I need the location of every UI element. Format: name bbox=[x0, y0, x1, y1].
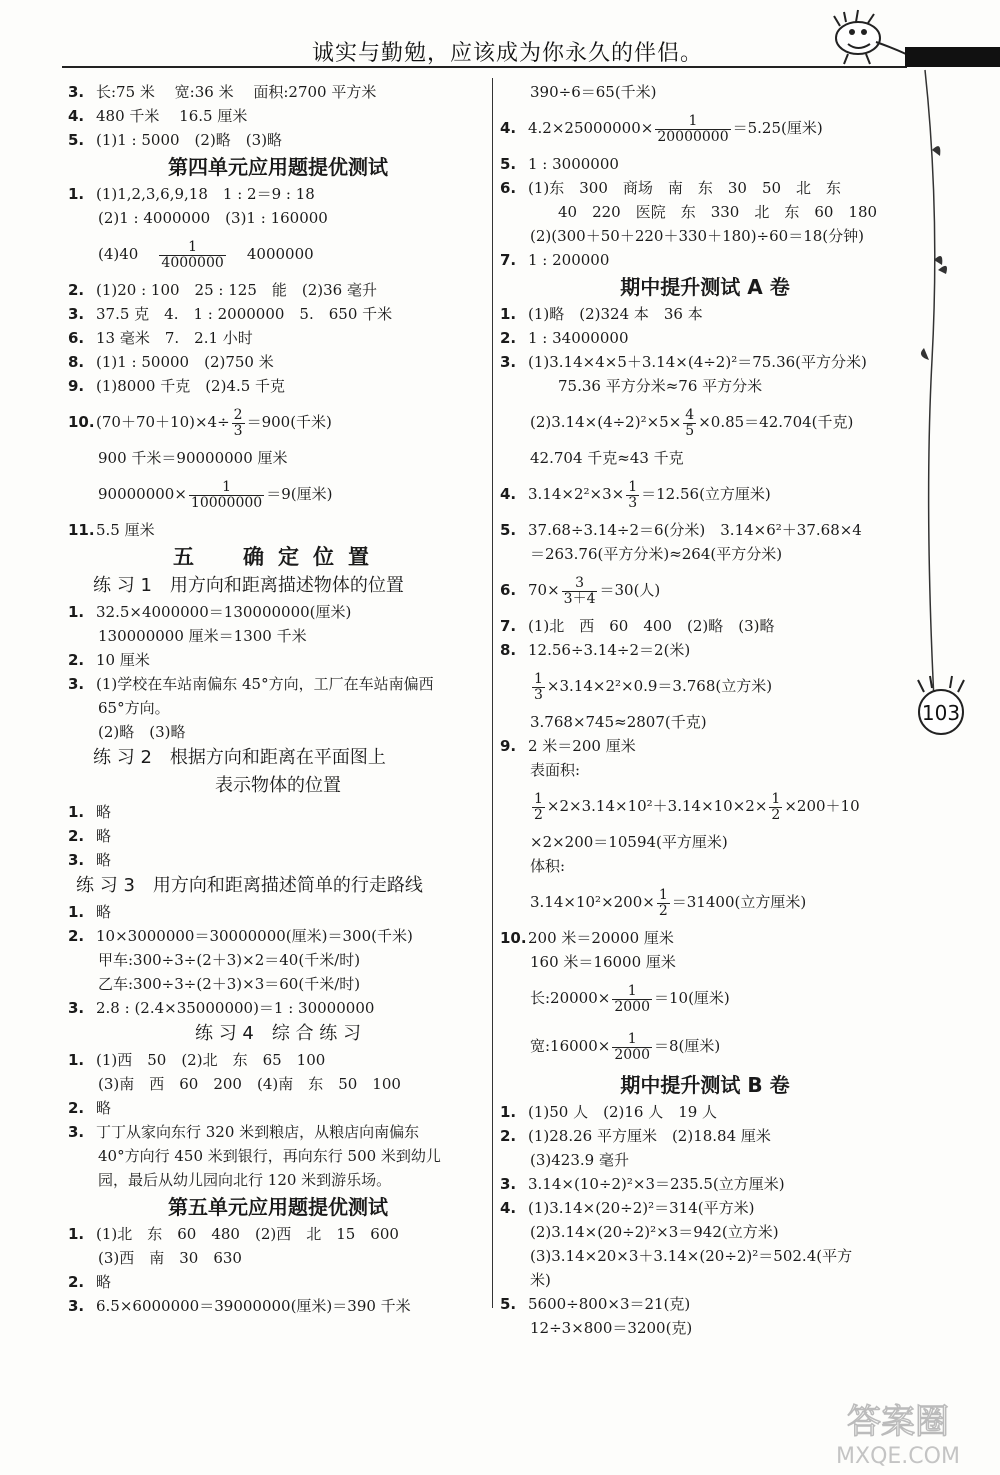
answer-line: 75.36 平方分米≈76 平方分米 bbox=[558, 377, 763, 395]
answer-line: 略 bbox=[96, 1099, 112, 1117]
right-column: 390÷6＝65(千米) 4. 4.2×25000000× $\frac{1}{20000000}$ ＝5.25(厘米) 5. 1 : 3000000 6. (1)东 300 商场 南 东 30 50 北 东 40 220 医院 东 330 北 东 60 180 (2)(300＋50＋220＋330＋180)÷60＝18(分钟) 7. 1 : 200000 期中提升测试 A 卷 1. (1)略 (2)324 本 36 本 2. 1 : 34000000 3. (1)3.14×4×5＋3.14×(4÷2)²＝75.36(平方分米) 75.36 平方分米≈76 平方分米 (2)3.14×(4÷2)²×5× $\frac{4}{5}$ ×0.85＝42.704(千克) 42.704 千克≈43 千克 4. 3.14×2²×3× $\frac{1}{3}$ ＝12.56(立方厘米) 5. 37.68÷3.14÷2＝6(分米) 3.14×6²＋37.68×4 ＝263.76(平方分米)≈264(平方分米) 6. 70× $\frac{3}{3+4}$ ＝30(人) 7. (1)北 西 60 400 (2)略 (3)略 8. 12.56÷3.14÷2＝2(米) $\frac{1}{3}$ ×3.14×2²×0.9＝3.768(立方米) 3.768×745≈2807(千克) 9. 2 米＝200 厘米 表面积: $\frac{1}{2}$ ×2×3.14×10²＋3.14×10×2× $\frac{1}{2}$ ×200＋10 ×2×200＝10594(平方厘米) 体积: 3.14×10²×200× $\frac{1}{2}$ ＝31400(立方厘米) 10.200 米＝20000 厘米 160 米＝16000 厘米 长:20000× $\frac{1}{2000}$ ＝10(厘米) 宽:16000× $\frac{1}{2000}$ ＝8(厘米) 期中提升测试 B 卷 1. (1)50 人 (2)16 人 19 人 2. (1)28.26 平方厘米 (2)18.84 厘米 (3)423.9 毫升 3. 3.14×(10÷2)²×3＝235.5(立方厘米) 4. (1)3.14×(20÷2)²＝314(平方米) (2)3.14×(20÷2)²×3＝942(立方米) (3)3.14×20×3＋3.14×(20÷2)²＝502.4(平方 米) 5. 5600÷800×3＝21(克) 12÷3×800＝3200(克) bbox=[500, 80, 910, 1340]
answer-line: (3)南 西 60 200 (4)南 东 50 100 bbox=[98, 1075, 401, 1093]
answer-line: 480 千米 16.5 厘米 bbox=[96, 107, 248, 125]
exercise-title-cont: 表示物体的位置 bbox=[215, 775, 341, 796]
answer-line: ＝31400(立方厘米) bbox=[671, 893, 807, 911]
answer-line: ＝12.56(立方厘米) bbox=[641, 485, 771, 503]
answer-line: (1)东 300 商场 南 东 30 50 北 东 bbox=[528, 179, 842, 197]
answer-line: 130000000 厘米＝1300 千米 bbox=[98, 627, 307, 645]
answer-line: 丁丁从家向东行 320 米到粮店，从粮店向南偏东 bbox=[96, 1123, 420, 1141]
answer-line: 32.5×4000000＝130000000(厘米) bbox=[96, 603, 352, 621]
answer-line: (2)1 : 4000000 (3)1 : 160000 bbox=[98, 209, 328, 227]
exercise-title: 练 习 3 用方向和距离描述简单的行走路线 bbox=[76, 875, 423, 896]
answer-line: 表面积: bbox=[530, 761, 581, 779]
answer-line: (1)8000 千克 (2)4.5 千克 bbox=[96, 377, 286, 395]
answer-line: 70× bbox=[528, 581, 560, 599]
answer-line: 390÷6＝65(千米) bbox=[530, 83, 657, 101]
answer-line: ×0.85＝42.704(千克) bbox=[698, 413, 854, 431]
answer-line: 12.56÷3.14÷2＝2(米) bbox=[528, 641, 691, 659]
fraction: $\frac{2}{3}$ bbox=[233, 406, 243, 439]
answer-line: (1)1,2,3,6,9,18 1 : 2＝9 : 18 bbox=[96, 185, 315, 203]
item-number: 3. bbox=[68, 83, 85, 101]
exercise-title: 练 习 4 综 合 练 习 bbox=[194, 1023, 362, 1044]
answer-line: (3)3.14×20×3＋3.14×(20÷2)²＝502.4(平方 bbox=[530, 1247, 853, 1265]
fraction: $\frac{1}{2}$ bbox=[658, 886, 668, 919]
answer-line: (1)略 (2)324 本 36 本 bbox=[528, 305, 703, 323]
section-title-unit5: 第五单元应用题提优测试 bbox=[168, 1195, 388, 1219]
item-number: 4. bbox=[68, 107, 85, 125]
answer-line: (1)20 : 100 25 : 125 能 (2)36 毫升 bbox=[96, 281, 377, 299]
answer-line: (1)北 东 60 480 (2)西 北 15 600 bbox=[96, 1225, 399, 1243]
fraction: $\frac{1}{3}$ bbox=[534, 670, 543, 703]
answer-line: 37.5 克 4. 1 : 2000000 5. 650 千米 bbox=[96, 305, 393, 323]
answer-line: 10 厘米 bbox=[96, 651, 150, 669]
answer-line: 甲车:300÷3÷(2＋3)×2＝40(千米/时) bbox=[98, 951, 361, 969]
section-title-midterm-a: 期中提升测试 A 卷 bbox=[620, 275, 790, 299]
exercise-title: 练 习 1 用方向和距离描述物体的位置 bbox=[93, 575, 404, 596]
fraction: $\frac{3}{3+4}$ bbox=[563, 574, 596, 607]
answer-line: 长:75 米 宽:36 米 面积:2700 平方米 bbox=[96, 83, 377, 101]
answer-line: 乙车:300÷3÷(2＋3)×3＝60(千米/时) bbox=[98, 975, 361, 993]
answer-line: 2 米＝200 厘米 bbox=[528, 737, 636, 755]
header-rule bbox=[62, 66, 907, 68]
answer-line: ＝8(厘米) bbox=[653, 1037, 721, 1055]
answer-line: 900 千米＝90000000 厘米 bbox=[98, 449, 288, 467]
answer-line: 1 : 3000000 bbox=[528, 155, 619, 173]
page-number-badge bbox=[912, 670, 970, 740]
answer-line: (1)北 西 60 400 (2)略 (3)略 bbox=[528, 617, 775, 635]
fraction: $\frac{1}{2}$ bbox=[771, 790, 781, 823]
answer-line: 12÷3×800＝3200(克) bbox=[530, 1319, 693, 1337]
answer-line: (2)3.14×(20÷2)²×3＝942(立方米) bbox=[530, 1223, 779, 1241]
answer-line: 米) bbox=[530, 1271, 551, 1289]
answer-line: (70＋70＋10)×4÷ bbox=[96, 413, 230, 431]
answer-line: 宽:16000× bbox=[530, 1037, 611, 1055]
answer-line: 3.14×(10÷2)²×3＝235.5(立方厘米) bbox=[528, 1175, 785, 1193]
left-column: 3. 长:75 米 宽:36 米 面积:2700 平方米 4. 480 千米 16.5 厘米 5. (1)1 : 5000 (2)略 (3)略 第四单元应用题提优测试 1. (1)1,2,3,6,9,18 1 : 2＝9 : 18 (2)1 : 4000000 (3)1 : 160000 (4)40 $\frac{1}{4000000}$ 4000000 2. (1)20 : 100 25 : 125 能 (2)36 毫升 3. 37.5 克 4. 1 : 2000000 5. 650 千米 6. 13 毫米 7. 2.1 小时 8. (1)1 : 50000 (2)750 米 9. (1)8000 千克 (2)4.5 千克 10.(70＋70＋10)×4÷ $\frac{2}{3}$ ＝900(千米) 900 千米＝90000000 厘米 90000000× $\frac{1}{10000000}$ ＝9(厘米) 11.5.5 厘米 五 确定位置 练 习 1 用方向和距离描述物体的位置 1. 32.5×4000000＝130000000(厘米) 130000000 厘米＝1300 千米 2. 10 厘米 3. (1)学校在车站南偏东 45°方向，工厂在车站南偏西 65°方向。 (2)略 (3)略 练 习 2 根据方向和距离在平面图上 表示物体的位置 1. 略 2. 略 3. 略 练 习 3 用方向和距离描述简单的行走路线 1. 略 2. 10×3000000＝30000000(厘米)＝300(千米) 甲车:300÷3÷(2＋3)×2＝40(千米/时) 乙车:300÷3÷(2＋3)×3＝60(千米/时) 3. 2.8 : (2.4×35000000)＝1 : 30000000 练 习 4 综 合 练 习 1. (1)西 50 (2)北 东 65 100 (3)南 西 60 200 (4)南 东 50 100 2. 略 3. 丁丁从家向东行 320 米到粮店，从粮店向南偏东 40°方向行 450 米到银行，再向东行 500 米到幼儿 园，最后从幼儿园向北行 120 米到游乐场。 第五单元应用题提优测试 1. (1)北 东 60 480 (2)西 北 15 600 (3)西 南 30 630 2. 略 3. 6.5×6000000＝39000000(厘米)＝390 千米 bbox=[68, 80, 488, 1318]
section-title-midterm-b: 期中提升测试 B 卷 bbox=[620, 1073, 790, 1097]
answer-line: ＝10(厘米) bbox=[653, 989, 730, 1007]
answer-line: 3.14×2²×3× bbox=[528, 485, 625, 503]
answer-line: 4000000 bbox=[246, 245, 314, 263]
exercise-title: 练 习 2 根据方向和距离在平面图上 bbox=[93, 747, 386, 768]
answer-line: 10×3000000＝30000000(厘米)＝300(千米) bbox=[96, 927, 413, 945]
answer-line: ×2×3.14×10²＋3.14×10×2× bbox=[546, 797, 768, 815]
answer-line: (1)50 人 (2)16 人 19 人 bbox=[528, 1103, 718, 1121]
answer-line: 5.5 厘米 bbox=[96, 521, 155, 539]
answer-line: 略 bbox=[96, 1273, 112, 1291]
page-header bbox=[0, 0, 1000, 70]
watermark-logo bbox=[800, 1395, 995, 1470]
answer-line: (3)423.9 毫升 bbox=[530, 1151, 629, 1169]
answer-line: ×3.14×2²×0.9＝3.768(立方米) bbox=[546, 677, 773, 695]
answer-line: (2)略 (3)略 bbox=[98, 723, 186, 741]
chapter-title: 五 确定位置 bbox=[173, 545, 383, 569]
answer-line: 160 米＝16000 厘米 bbox=[530, 953, 676, 971]
answer-line: (1)学校在车站南偏东 45°方向，工厂在车站南偏西 bbox=[96, 675, 434, 693]
fraction: $\frac{1}{4000000}$ bbox=[161, 238, 224, 271]
answer-line: 长:20000× bbox=[530, 989, 611, 1007]
svg-text:MXQE.COM: MXQE.COM bbox=[836, 1444, 960, 1469]
fraction: $\frac{1}{10000000}$ bbox=[190, 478, 263, 511]
answer-line: (2)3.14×(4÷2)²×5× bbox=[530, 413, 682, 431]
fraction: $\frac{1}{2}$ bbox=[534, 790, 543, 823]
answer-line: 5600÷800×3＝21(克) bbox=[528, 1295, 691, 1313]
answer-line: 3.768×745≈2807(千克) bbox=[530, 713, 707, 731]
answer-line: 65°方向。 bbox=[98, 699, 170, 717]
answer-line: 略 bbox=[96, 851, 112, 869]
fraction: $\frac{1}{3}$ bbox=[628, 478, 638, 511]
item-number: 5. bbox=[68, 131, 85, 149]
answer-line: ＝5.25(厘米) bbox=[732, 119, 823, 137]
cartoon-dinosaur-icon bbox=[818, 8, 908, 68]
fraction: $\frac{1}{2000}$ bbox=[614, 1030, 650, 1063]
answer-line: ＝263.76(平方分米)≈264(平方分米) bbox=[530, 545, 783, 563]
answer-line: ×200＋10 bbox=[784, 797, 860, 815]
section-title-unit4: 第四单元应用题提优测试 bbox=[168, 155, 388, 179]
answer-line: 园，最后从幼儿园向北行 120 米到游乐场。 bbox=[98, 1171, 392, 1189]
answer-line: 13 毫米 7. 2.1 小时 bbox=[96, 329, 253, 347]
answer-line: 略 bbox=[96, 827, 112, 845]
answer-line: 1 : 34000000 bbox=[528, 329, 629, 347]
answer-line: 40°方向行 450 米到银行，再向东行 500 米到幼儿 bbox=[98, 1147, 441, 1165]
answer-line: 略 bbox=[96, 903, 112, 921]
page-number: 103 bbox=[921, 701, 961, 725]
column-divider bbox=[492, 78, 493, 1308]
answer-line: (2)(300＋50＋220＋330＋180)÷60＝18(分钟) bbox=[530, 227, 865, 245]
answer-line: 1 : 200000 bbox=[528, 251, 610, 269]
answer-line: 4.2×25000000× bbox=[528, 119, 654, 137]
answer-line: (4)40 bbox=[98, 245, 139, 263]
answer-line: 略 bbox=[96, 803, 112, 821]
answer-line: (1)西 50 (2)北 东 65 100 bbox=[96, 1051, 326, 1069]
answer-line: 体积: bbox=[530, 857, 566, 875]
answer-line: ×2×200＝10594(平方厘米) bbox=[530, 833, 728, 851]
answer-line: ＝9(厘米) bbox=[266, 485, 333, 503]
answer-line: 200 米＝20000 厘米 bbox=[528, 929, 674, 947]
answer-line: (1)1 : 5000 (2)略 (3)略 bbox=[96, 131, 283, 149]
answer-line: (1)3.14×(20÷2)²＝314(平方米) bbox=[528, 1199, 755, 1217]
answer-line: ＝30(人) bbox=[599, 581, 661, 599]
svg-text:答案圈: 答案圈 bbox=[847, 1402, 949, 1442]
answer-line: 3.14×10²×200× bbox=[530, 893, 655, 911]
answer-line: (1)28.26 平方厘米 (2)18.84 厘米 bbox=[528, 1127, 771, 1145]
answer-line: 40 220 医院 东 330 北 东 60 180 bbox=[558, 203, 878, 221]
answer-line: 6.5×6000000＝39000000(厘米)＝390 千米 bbox=[96, 1297, 411, 1315]
answer-line: 2.8 : (2.4×35000000)＝1 : 30000000 bbox=[96, 999, 375, 1017]
answer-line: (1)1 : 50000 (2)750 米 bbox=[96, 353, 274, 371]
answer-line: 37.68÷3.14÷2＝6(分米) 3.14×6²＋37.68×4 bbox=[528, 521, 862, 539]
answer-line: ＝900(千米) bbox=[246, 413, 332, 431]
motto-text: 诚实与勤勉，应该成为你永久的伴侣。 bbox=[312, 41, 704, 66]
answer-line: (3)西 南 30 630 bbox=[98, 1249, 242, 1267]
answer-line: 90000000× bbox=[98, 485, 187, 503]
answer-line: (1)3.14×4×5＋3.14×(4÷2)²＝75.36(平方分米) bbox=[528, 353, 867, 371]
answer-line: 42.704 千克≈43 千克 bbox=[530, 449, 684, 467]
fraction: $\frac{1}{2000}$ bbox=[614, 982, 650, 1015]
fraction: $\frac{1}{20000000}$ bbox=[657, 112, 729, 145]
fraction: $\frac{4}{5}$ bbox=[685, 406, 695, 439]
